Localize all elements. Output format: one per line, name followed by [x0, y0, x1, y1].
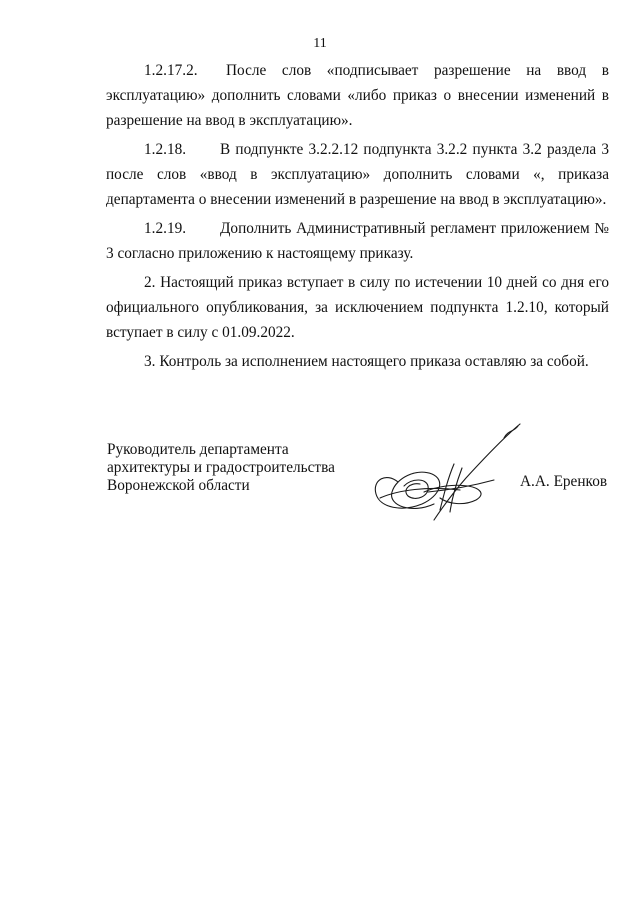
paragraph-number: 3.	[144, 353, 156, 370]
paragraph-text: Дополнить Административный регламент приложением № 3 согласно приложению к настоящему приказу.	[106, 220, 609, 262]
paragraph-1-2-17-2	[106, 58, 609, 133]
handwritten-signature	[368, 420, 528, 530]
signatory-title-line: Воронежской области	[107, 477, 250, 494]
signatory-title-line: архитектуры и градостроительства	[107, 459, 335, 476]
paragraph-text: В подпункте 3.2.2.12 подпункта 3.2.2 пункта 3.2 раздела 3 после слов «ввод в эксплуатацию» дополнить словами «, приказа департамента о внесении изменений в разрешение на ввод в эксплуатацию».	[106, 141, 609, 208]
paragraph-3	[106, 349, 609, 374]
document-body	[106, 58, 609, 378]
paragraph-1-2-19	[106, 216, 609, 266]
paragraph-number: 1.2.19.	[144, 220, 187, 237]
paragraph-1-2-18	[106, 137, 609, 212]
paragraph-number: 1.2.18.	[144, 141, 187, 158]
signatory-title	[107, 441, 335, 495]
signer-name: А.А. Еренков	[520, 473, 608, 490]
paragraph-text: Контроль за исполнением настоящего приказа оставляю за собой.	[159, 353, 589, 370]
paragraph-2	[106, 270, 609, 345]
paragraph-text: После слов «подписывает разрешение на ввод в эксплуатацию» дополнить словами «либо приказ о внесении изменений в разрешение на ввод в эксплуатацию».	[106, 62, 609, 129]
signatory-title-line: Руководитель департамента	[107, 441, 289, 458]
paragraph-number: 1.2.17.2.	[144, 62, 198, 79]
page-number: 11	[313, 36, 327, 51]
paragraph-number: 2.	[144, 274, 156, 291]
paragraph-text: Настоящий приказ вступает в силу по истечении 10 дней со дня его официального опубликования, за исключением подпункта 1.2.10, который вступает в силу с 01.09.2022.	[106, 274, 610, 341]
